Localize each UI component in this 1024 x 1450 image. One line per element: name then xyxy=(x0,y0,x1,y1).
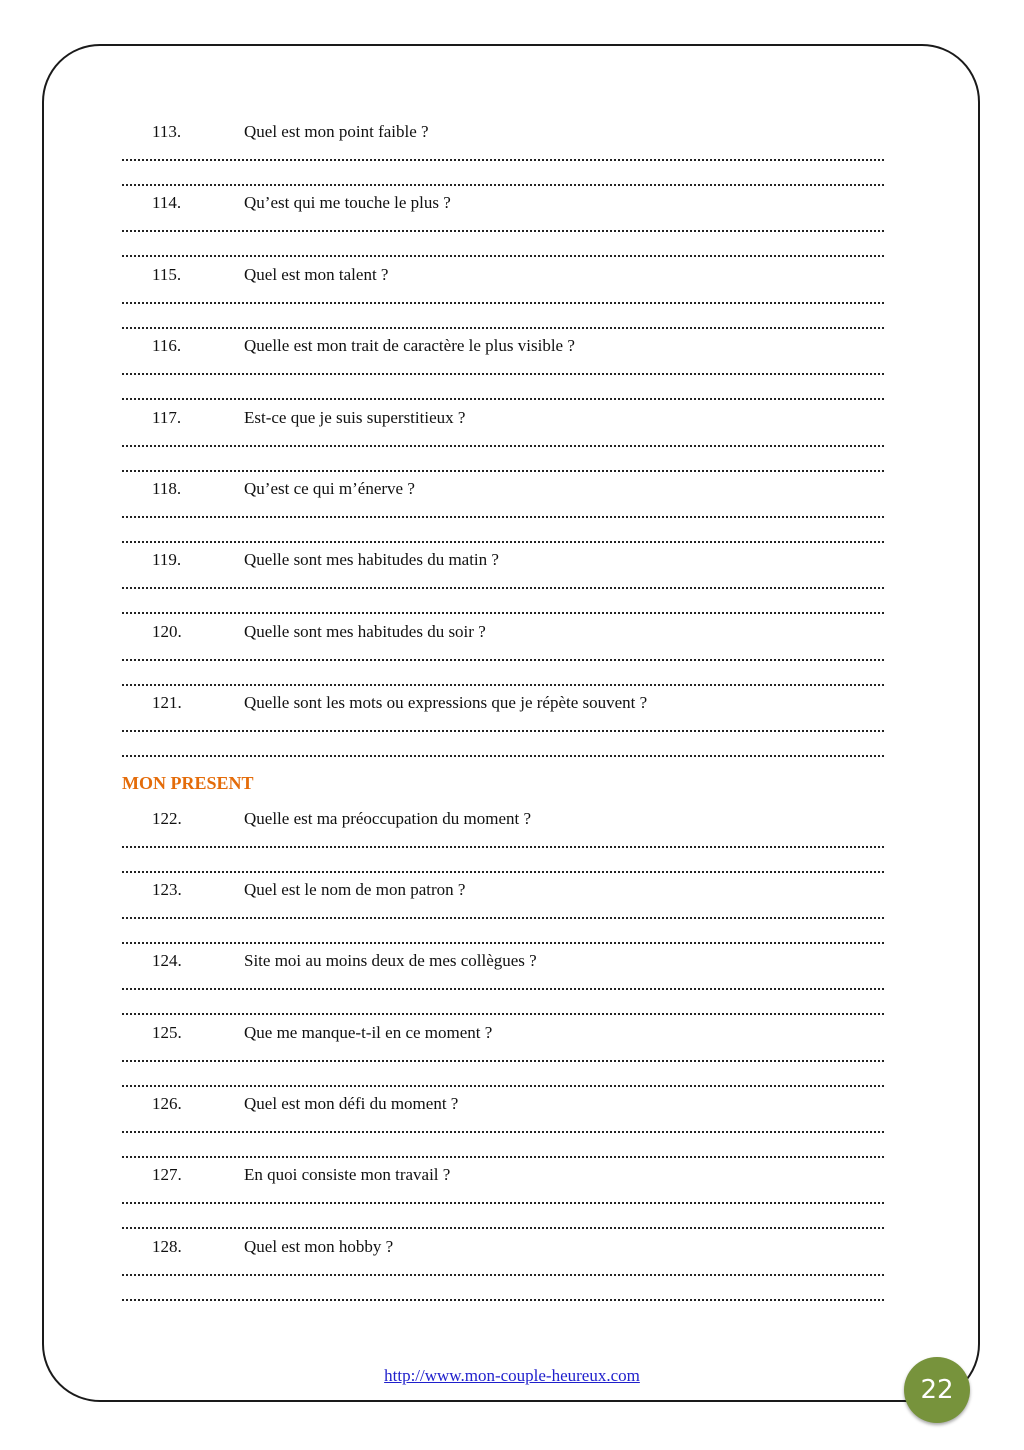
answer-line[interactable] xyxy=(122,730,884,732)
answer-line[interactable] xyxy=(122,445,884,447)
question-number: 113. xyxy=(152,122,182,141)
question-item xyxy=(122,1161,884,1232)
answer-line[interactable] xyxy=(122,1227,884,1229)
question-item xyxy=(122,1019,884,1090)
question-text: Que me manque-t-il en ce moment ? xyxy=(244,1022,493,1042)
question-number: 128. xyxy=(152,1236,182,1256)
question-text: Est-ce que je suis superstitieux ? xyxy=(244,407,466,427)
question-text: Qu’est ce qui m’énerve ? xyxy=(244,478,415,498)
question-text: Quelle est ma préoccupation du moment ? xyxy=(244,808,532,828)
page-number-badge: 22 xyxy=(904,1357,970,1423)
question-item xyxy=(122,947,884,1018)
answer-line[interactable] xyxy=(122,1156,884,1158)
question-list-a xyxy=(122,118,884,761)
answer-line[interactable] xyxy=(122,398,884,400)
question-text: Quel est mon hobby ? xyxy=(244,1236,394,1256)
answer-line[interactable] xyxy=(122,755,884,757)
answer-line[interactable] xyxy=(122,541,884,543)
answer-line[interactable] xyxy=(122,1131,884,1133)
answer-line[interactable] xyxy=(122,302,884,304)
answer-line[interactable] xyxy=(122,917,884,919)
question-item xyxy=(122,475,884,546)
answer-line[interactable] xyxy=(122,373,884,375)
question-text: Quel est mon talent ? xyxy=(244,264,389,284)
question-item xyxy=(122,689,884,760)
answer-line[interactable] xyxy=(122,159,884,161)
answer-line[interactable] xyxy=(122,1202,884,1204)
question-item xyxy=(122,118,884,189)
question-number: 121. xyxy=(152,693,182,713)
question-item xyxy=(122,261,884,332)
question-item xyxy=(122,404,884,475)
answer-line[interactable] xyxy=(122,470,884,472)
answer-line[interactable] xyxy=(122,1060,884,1062)
question-number: 126. xyxy=(152,1094,182,1114)
answer-line[interactable] xyxy=(122,1299,884,1301)
answer-line[interactable] xyxy=(122,327,884,329)
answer-line[interactable] xyxy=(122,684,884,686)
question-item xyxy=(122,618,884,689)
question-number: 127. xyxy=(152,1165,182,1185)
question-item xyxy=(122,332,884,403)
answer-line[interactable] xyxy=(122,846,884,848)
answer-line[interactable] xyxy=(122,871,884,873)
question-text: Quel est mon point faible ? xyxy=(244,122,429,141)
questionnaire xyxy=(122,118,884,1304)
question-number: 122. xyxy=(152,808,182,828)
question-text: Qu’est qui me touche le plus ? xyxy=(244,193,451,213)
answer-line[interactable] xyxy=(122,1013,884,1015)
website-link[interactable]: http://www.mon-couple-heureux.com xyxy=(384,1366,640,1385)
question-text: Quelle sont les mots ou expressions que je répète souvent ? xyxy=(244,693,648,713)
question-number: 125. xyxy=(152,1022,182,1042)
question-text: En quoi consiste mon travail ? xyxy=(244,1165,451,1185)
question-number: 120. xyxy=(152,621,182,641)
question-item xyxy=(122,805,884,876)
footer xyxy=(0,1366,1024,1386)
answer-line[interactable] xyxy=(122,1274,884,1276)
question-number: 124. xyxy=(152,951,182,971)
question-text: Site moi au moins deux de mes collègues ? xyxy=(244,951,537,971)
question-item xyxy=(122,876,884,947)
question-item xyxy=(122,1233,884,1304)
question-number: 116. xyxy=(152,336,182,356)
answer-line[interactable] xyxy=(122,255,884,257)
answer-line[interactable] xyxy=(122,1085,884,1087)
question-text: Quelle est mon trait de caractère le plus visible ? xyxy=(244,336,575,356)
question-text: Quel est le nom de mon patron ? xyxy=(244,879,466,899)
question-number: 115. xyxy=(152,264,182,284)
question-item xyxy=(122,189,884,260)
question-list-b xyxy=(122,805,884,1305)
answer-line[interactable] xyxy=(122,612,884,614)
question-number: 114. xyxy=(152,193,182,213)
question-text: Quelle sont mes habitudes du soir ? xyxy=(244,621,486,641)
question-number: 117. xyxy=(152,407,182,427)
answer-line[interactable] xyxy=(122,184,884,186)
answer-line[interactable] xyxy=(122,587,884,589)
answer-line[interactable] xyxy=(122,659,884,661)
section-heading xyxy=(122,761,884,805)
section-title: MON PRESENT xyxy=(122,772,254,793)
question-item xyxy=(122,1090,884,1161)
question-number: 123. xyxy=(152,879,182,899)
answer-line[interactable] xyxy=(122,230,884,232)
question-text: Quel est mon défi du moment ? xyxy=(244,1094,459,1114)
question-text: Quelle sont mes habitudes du matin ? xyxy=(244,550,499,570)
answer-line[interactable] xyxy=(122,516,884,518)
answer-line[interactable] xyxy=(122,942,884,944)
question-item xyxy=(122,546,884,617)
answer-line[interactable] xyxy=(122,988,884,990)
question-number: 119. xyxy=(152,550,182,570)
question-number: 118. xyxy=(152,478,182,498)
